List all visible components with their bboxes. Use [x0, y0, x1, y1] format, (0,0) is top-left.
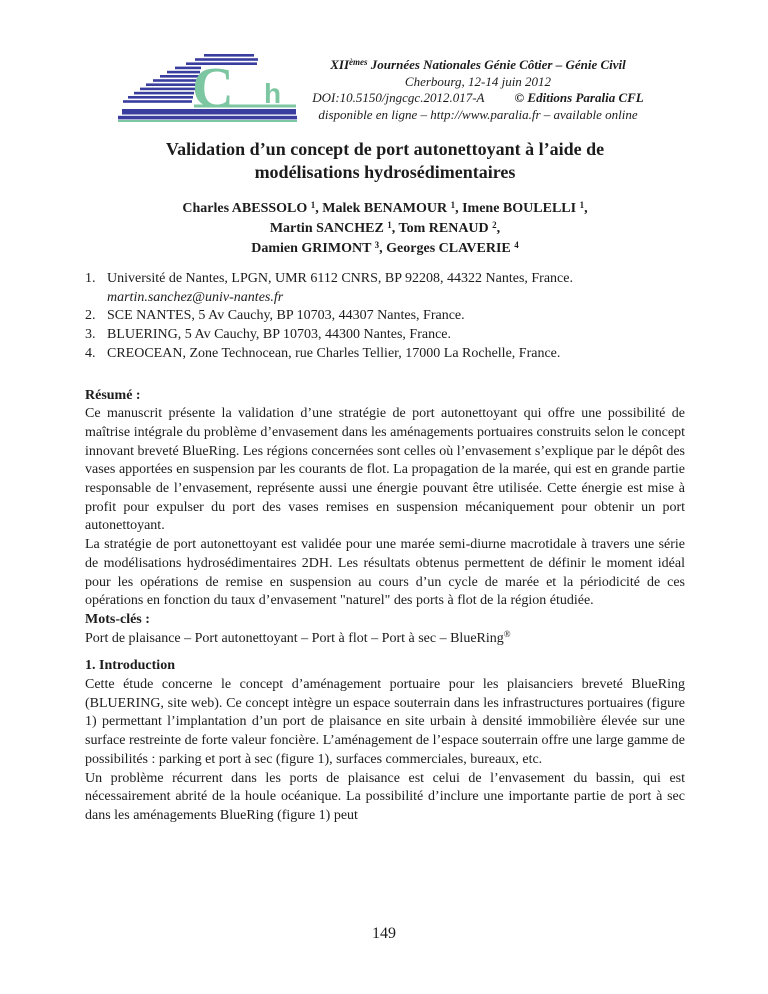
- availability-line: disponible en ligne – http://www.paralia.fr – available online: [318, 106, 638, 122]
- paper-title: [85, 138, 685, 184]
- introduction-section: [85, 657, 685, 825]
- abstract-heading: Résumé :: [85, 387, 141, 403]
- author-name: Georges CLAVERIE: [386, 241, 515, 256]
- conference-name-pre: XII: [330, 57, 350, 72]
- affiliation-text: SCE NANTES, 5 Av Cauchy, BP 10703, 44307 Nantes, France.: [107, 308, 465, 324]
- doi-line: [290, 90, 666, 107]
- author-name: Charles ABESSOLO: [182, 201, 311, 216]
- affiliation-number: 3.: [85, 327, 96, 343]
- affiliation-text: Université de Nantes, LPGN, UMR 6112 CNRS, BP 92208, 44322 Nantes, France. martin.sanchez@univ-nantes.fr: [107, 271, 573, 305]
- registered-mark: ®: [503, 629, 511, 640]
- author-line: Damien GRIMONT $^3$, Georges CLAVERIE $^4$: [251, 239, 519, 256]
- affiliation-item: [85, 307, 685, 326]
- affiliation-item: [85, 345, 685, 364]
- keywords-text: Port de plaisance – Port autonettoyant – Port à flot – Port à sec – BlueRing: [85, 630, 504, 646]
- affiliation-number: 2.: [85, 308, 96, 324]
- conference-name-sup: èmes: [349, 56, 368, 67]
- introduction-heading: 1. Introduction: [85, 658, 175, 674]
- paper-title-line2: modélisations hydrosédimentaires: [254, 162, 516, 182]
- author-name: Imene BOULELLI: [462, 201, 580, 216]
- author-affiliation-ref: 4: [514, 239, 519, 250]
- author-affiliation-ref: 1: [579, 199, 585, 210]
- abstract-paragraph: Ce manuscrit présente la validation d’une stratégie de port autonettoyant qui offre une possibilité de maîtrise intégrale du problème d’envasement dans les aménagements portuaires construits selon le concept innovant breveté BlueRing. Les régions concernées sont celles où l’envasement s’explique par le dépôt des vases apportées en suspension par les courants de flot. La propagation de la marée, qui est en grande partie responsable de l’envasement, représente aussi une énergie pouvant être utilisée. Cette énergie est mise à profit pour expulser du port des vases remises en suspension mécaniquement pour obtenir un port autonettoyant.: [85, 406, 685, 534]
- copyright-text: © Editions Paralia CFL: [514, 90, 644, 105]
- affiliations-list: [85, 270, 685, 364]
- doi-text: DOI:10.5150/jngcgc.2012.017-A: [312, 90, 485, 105]
- author-line: Martin SANCHEZ $^1$, Tom RENAUD $^2$,: [269, 219, 501, 236]
- conference-header: [290, 57, 666, 123]
- keywords-heading: Mots-clés :: [85, 611, 150, 627]
- journal-logo: [114, 52, 300, 130]
- introduction-paragraphs: [85, 676, 685, 826]
- author-affiliation-ref: 2: [492, 219, 497, 230]
- author-name: Martin SANCHEZ: [269, 221, 388, 236]
- affiliation-text: CREOCEAN, Zone Technocean, rue Charles Tellier, 17000 La Rochelle, France.: [107, 345, 561, 361]
- author-affiliation-ref: 1: [310, 199, 316, 210]
- abstract-section: [85, 387, 685, 649]
- authors-block: [85, 199, 685, 259]
- conference-location-line: Cherbourg, 12-14 juin 2012: [404, 73, 552, 89]
- abstract-paragraph: La stratégie de port autonettoyant est validée pour une marée semi-diurne macrotidale à travers une série de modélisations hydrosédimentaires 2DH. Les résultats obtenus permettent de définir le moment idéal pour les opérations de remise en suspension au cours d’un cycle de marée et la périodicité de ces opérations en fonction du taux d’envasement "naturel" des ports à flot de la région étudiée.: [85, 537, 685, 609]
- page-number: 149: [372, 925, 396, 942]
- logo-letter-h: h: [264, 78, 282, 109]
- paper-content: [85, 138, 685, 826]
- affiliation-number: 1.: [85, 271, 96, 286]
- affiliation-item: [85, 270, 685, 307]
- author-affiliation-ref: 1: [387, 219, 392, 230]
- affiliation-email: martin.sanchez@univ-nantes.fr: [107, 289, 284, 305]
- affiliation-text: BLUERING, 5 Av Cauchy, BP 10703, 44300 Nantes, France.: [107, 327, 451, 343]
- keywords-line: [85, 630, 685, 649]
- logo-letter-c: C: [192, 55, 234, 120]
- wave-logo-icon: [114, 52, 300, 130]
- conference-name-post: Journées Nationales Génie Côtier – Génie Civil: [367, 57, 626, 72]
- author-affiliation-ref: 3: [374, 239, 380, 250]
- conference-name-line: [290, 57, 666, 74]
- author-affiliation-ref: 1: [450, 199, 456, 210]
- author-name: Damien GRIMONT: [251, 241, 375, 256]
- author-name: Malek BENAMOUR: [322, 201, 451, 216]
- introduction-paragraph: Un problème récurrent dans les ports de plaisance est celui de l’envasement du bassin, qui est nécessairement abrité de la houle océanique. La possibilité d’inclure une importante partie de port à sec dans les aménagements BlueRing (figure 1) peut: [85, 770, 685, 823]
- author-line: Charles ABESSOLO $^1$, Malek BENAMOUR $^1$, Imene BOULELLI $^1$,: [182, 199, 588, 216]
- author-name: Tom RENAUD: [398, 221, 493, 236]
- abstract-paragraphs: [85, 405, 685, 611]
- paper-title-line1: Validation d’un concept de port autonettoyant à l’aide de: [165, 139, 605, 159]
- affiliation-number: 4.: [85, 345, 96, 361]
- affiliation-item: [85, 326, 685, 345]
- introduction-paragraph: Cette étude concerne le concept d’aménagement portuaire pour les plaisanciers breveté BlueRing (BLUERING, site web). Ce concept intègre un espace souterrain dans les infrastructures portuaires (figure 1) permettant l’implantation d’un port de plaisance en site urbain à densité immobilière élevée sur une surface restreinte de forte valeur foncière. L’aménagement de l’espace souterrain offre une large gamme de possibilités : parking et port à sec (figure 1), surfaces commerciales, bureaux, etc.: [85, 677, 685, 767]
